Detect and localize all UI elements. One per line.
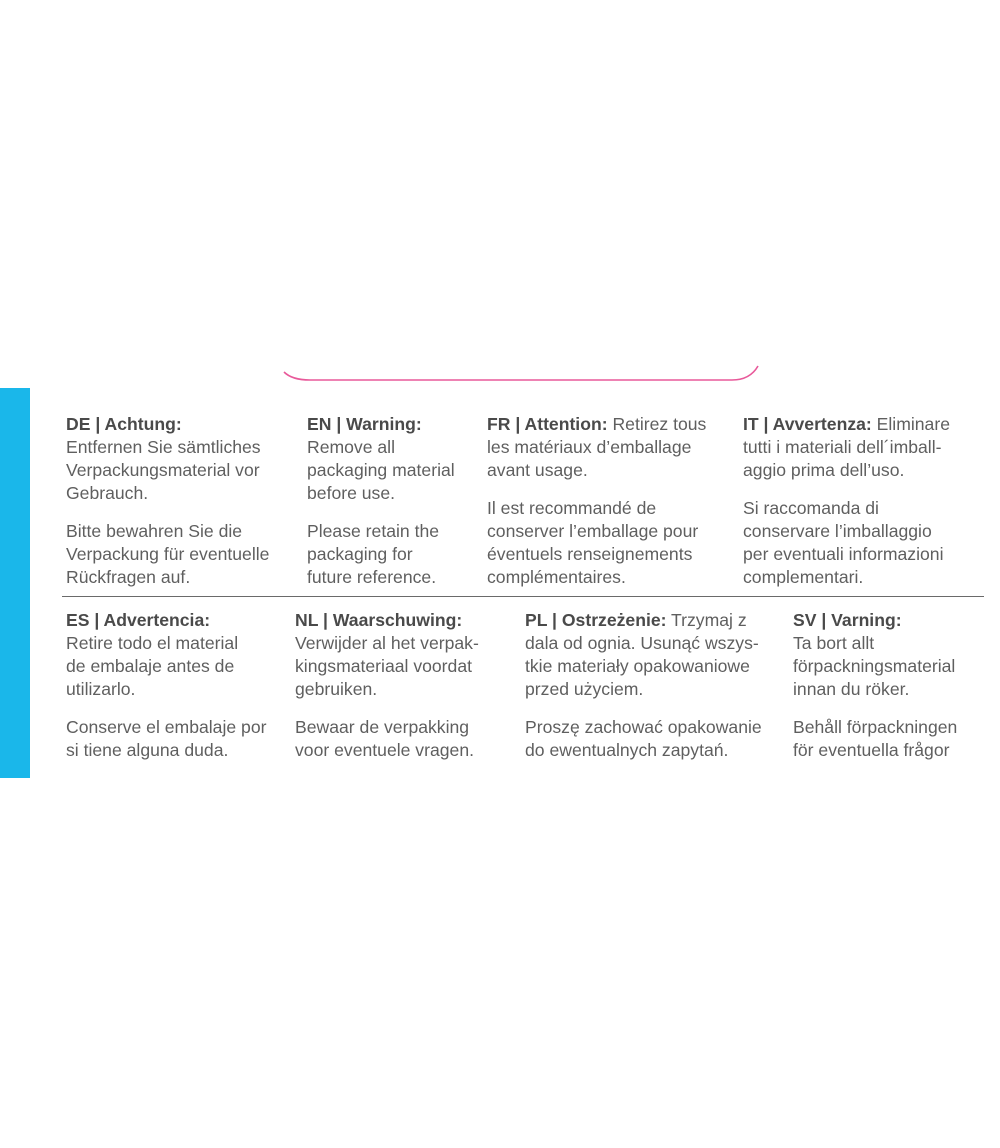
accent-bar xyxy=(0,388,30,778)
heading-tail: Retirez tous xyxy=(607,414,707,434)
warning-es xyxy=(66,609,266,762)
heading: EN | Warning: xyxy=(307,414,422,434)
paragraph-2 xyxy=(743,497,950,589)
text-line: before use. xyxy=(307,483,396,503)
text-line: för eventuella frågor xyxy=(793,740,950,760)
text-line: Rückfragen auf. xyxy=(66,567,191,587)
text-line: complementari. xyxy=(743,567,864,587)
text-line: Entfernen Sie sämtliches xyxy=(66,437,261,457)
text-line: do ewentualnych zapytań. xyxy=(525,740,729,760)
text-line: dala od ognia. Usunąć wszys- xyxy=(525,633,759,653)
paragraph-1 xyxy=(525,632,762,701)
paragraph-2 xyxy=(307,520,455,589)
text-line: innan du röker. xyxy=(793,679,910,699)
heading-tail: Trzymaj z xyxy=(666,610,747,630)
paragraph-1 xyxy=(295,632,479,701)
paragraph-2 xyxy=(66,520,269,589)
paragraph-1 xyxy=(66,436,269,505)
text-line: voor eventuele vragen. xyxy=(295,740,474,760)
text-line: Please retain the xyxy=(307,521,440,541)
text-line: packaging for xyxy=(307,544,413,564)
text-line: conserver l’emballage pour xyxy=(487,521,699,541)
text-line: Remove all xyxy=(307,437,396,457)
text-line: przed użyciem. xyxy=(525,679,644,699)
pink-curve-decoration xyxy=(280,360,762,386)
text-line: Retire todo el material xyxy=(66,633,239,653)
text-line: future reference. xyxy=(307,567,437,587)
text-line: tutti i materiali dell´imball- xyxy=(743,437,942,457)
warning-en xyxy=(307,413,455,589)
paragraph-2 xyxy=(487,497,706,589)
text-line: de embalaje antes de xyxy=(66,656,235,676)
text-line: éventuels renseignements xyxy=(487,544,693,564)
text-line: Behåll förpackningen xyxy=(793,717,958,737)
warning-it xyxy=(743,413,950,589)
heading: DE | Achtung: xyxy=(66,414,182,434)
text-line: aggio prima dell’uso. xyxy=(743,460,905,480)
paragraph-1 xyxy=(487,436,706,482)
text-line: si tiene alguna duda. xyxy=(66,740,229,760)
heading: SV | Varning: xyxy=(793,610,902,630)
text-line: Verpackung für eventuelle xyxy=(66,544,270,564)
text-line: Conserve el embalaje por xyxy=(66,717,267,737)
paragraph-1 xyxy=(307,436,455,505)
heading-line xyxy=(743,413,950,436)
text-line: avant usage. xyxy=(487,460,588,480)
paragraph-1 xyxy=(66,632,266,701)
text-line: conservare l’imballaggio xyxy=(743,521,932,541)
text-line: utilizarlo. xyxy=(66,679,136,699)
warning-de xyxy=(66,413,269,589)
heading: PL | Ostrzeżenie: xyxy=(525,610,667,630)
text-line: tkie materiały opakowaniowe xyxy=(525,656,750,676)
text-line: Ta bort allt xyxy=(793,633,875,653)
text-line: Proszę zachować opakowanie xyxy=(525,717,762,737)
heading-line xyxy=(525,609,762,632)
text-line: Si raccomanda di xyxy=(743,498,879,518)
paragraph-1 xyxy=(793,632,957,701)
paragraph-2 xyxy=(793,716,957,762)
text-line: Gebrauch. xyxy=(66,483,149,503)
heading: FR | Attention: xyxy=(487,414,608,434)
paragraph-1 xyxy=(743,436,950,482)
text-line: les matériaux d’emballage xyxy=(487,437,692,457)
paragraph-2 xyxy=(525,716,762,762)
heading: IT | Avvertenza: xyxy=(743,414,872,434)
heading-tail: Eliminare xyxy=(871,414,950,434)
warning-pl xyxy=(525,609,762,762)
text-line: Il est recommandé de xyxy=(487,498,657,518)
text-line: per eventuali informazioni xyxy=(743,544,944,564)
text-line: Verwijder al het verpak- xyxy=(295,633,479,653)
text-line: packaging material xyxy=(307,460,455,480)
text-line: Verpackungsmaterial vor xyxy=(66,460,260,480)
warning-sv xyxy=(793,609,957,762)
section-divider xyxy=(62,596,984,597)
heading: ES | Advertencia: xyxy=(66,610,211,630)
heading: NL | Waarschuwing: xyxy=(295,610,463,630)
text-line: gebruiken. xyxy=(295,679,378,699)
text-line: complémentaires. xyxy=(487,567,626,587)
paragraph-2 xyxy=(66,716,266,762)
text-line: kingsmateriaal voordat xyxy=(295,656,473,676)
warning-fr xyxy=(487,413,706,589)
warning-nl xyxy=(295,609,479,762)
heading-line xyxy=(487,413,706,436)
text-line: Bitte bewahren Sie die xyxy=(66,521,243,541)
text-line: Bewaar de verpakking xyxy=(295,717,470,737)
paragraph-2 xyxy=(295,716,479,762)
text-line: förpackningsmaterial xyxy=(793,656,956,676)
